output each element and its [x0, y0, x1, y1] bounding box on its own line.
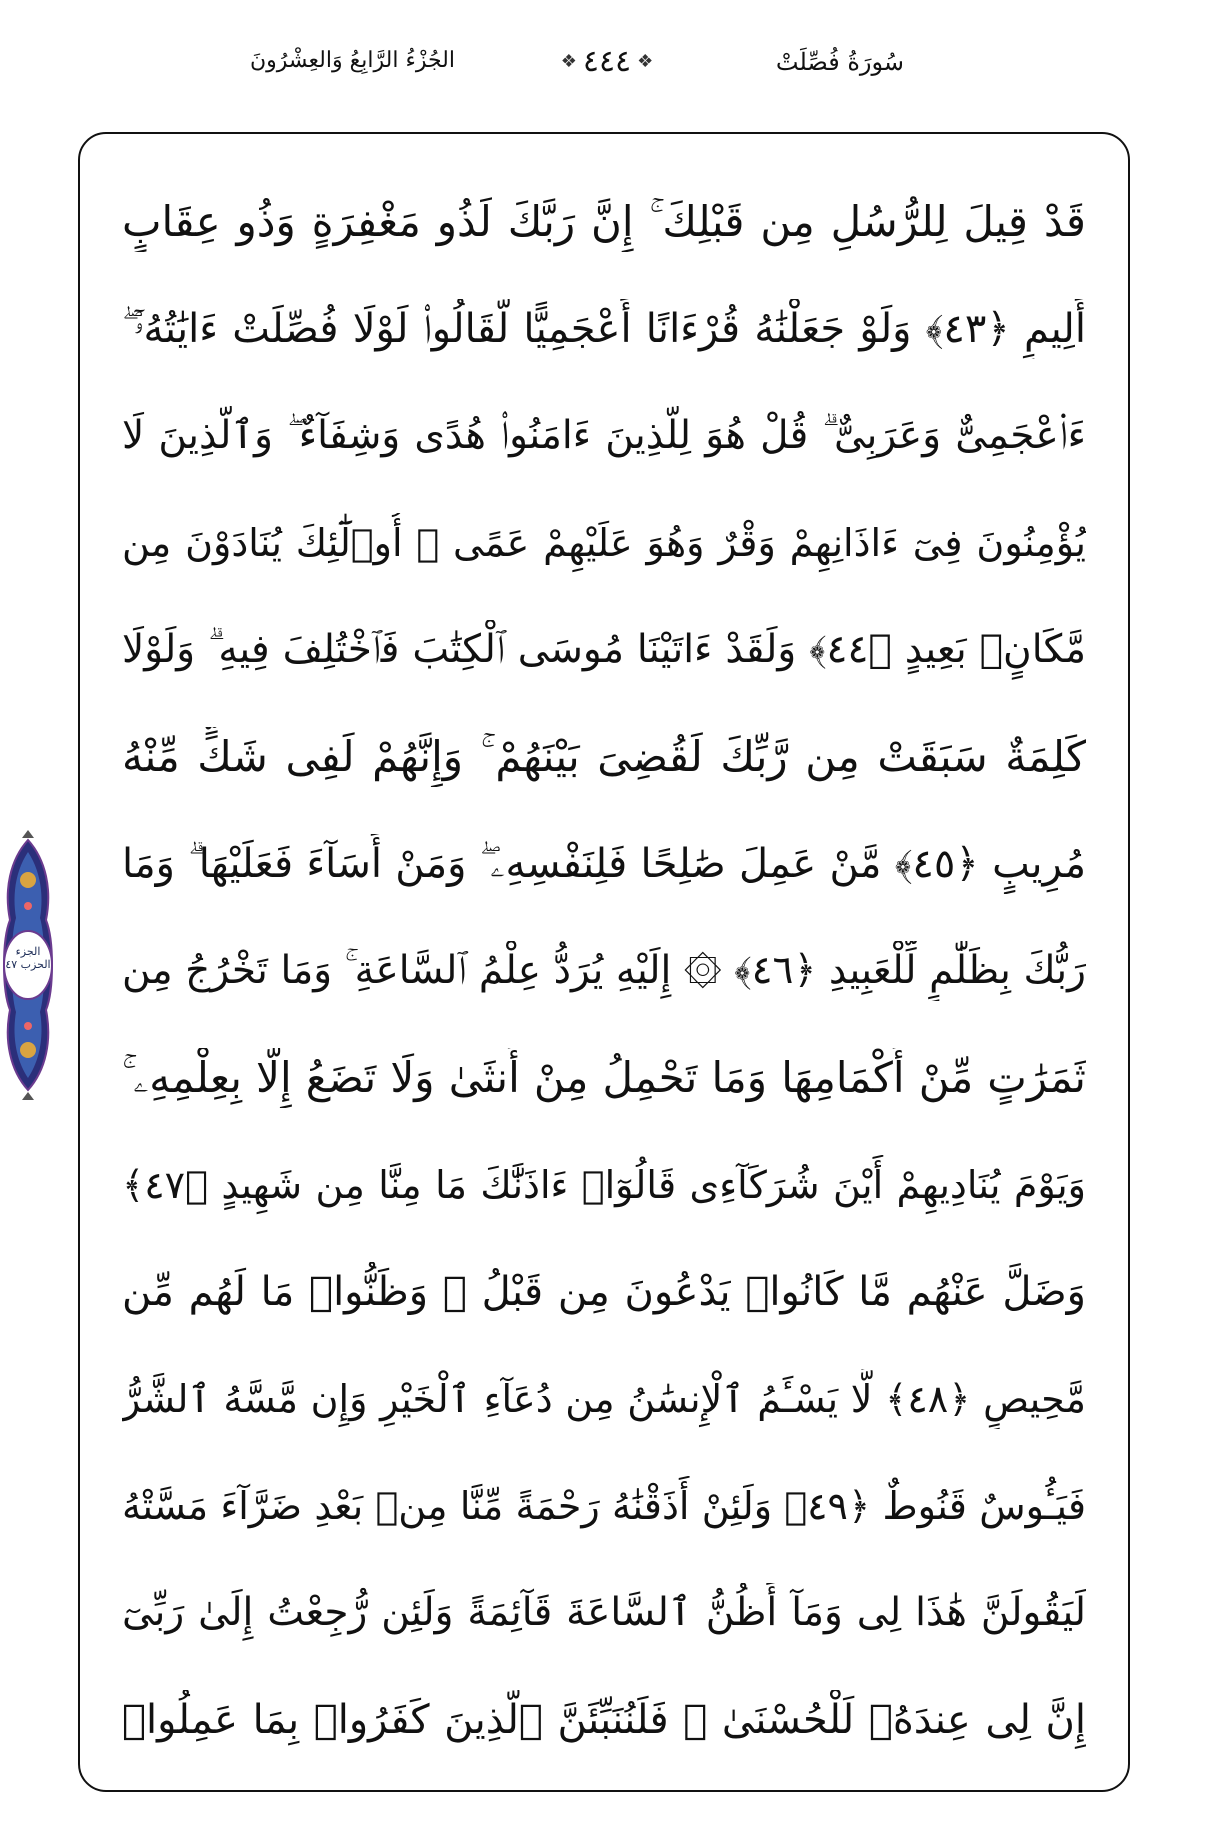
- text-line: لَيَقُولَنَّ هَٰذَا لِى وَمَآ أَظُنُّ ٱلسَّاعَةَ قَآئِمَةً وَلَئِن رُّجِعْتُ إِلَىٰ رَبِّىٓ: [122, 1590, 1086, 1635]
- page-number-value: ٤٤٤: [582, 44, 632, 79]
- ornament-icon: ❖: [637, 51, 654, 72]
- juz-label: الجزء: [15, 945, 41, 958]
- verse-lines: [122, 192, 1086, 1750]
- page-header: [80, 38, 1134, 98]
- hizb-label: الحزب ٤٧: [5, 958, 51, 971]
- page-number: [561, 44, 654, 79]
- surah-name: سُورَةُ فُصِّلَتْ: [775, 48, 904, 76]
- text-line: مَّكَانٍۭ بَعِيدٍ ﴿٤٤﴾ وَلَقَدْ ءَاتَيْنَا مُوسَى ٱلْكِتَٰبَ فَٱخْتُلِفَ فِيهِ ۗ وَلَوْلَا: [122, 627, 1086, 672]
- text-line: وَيَوْمَ يُنَادِيهِمْ أَيْنَ شُرَكَآءِى قَالُوٓا۟ ءَاذَنَّٰكَ مَا مِنَّا مِن شَهِيدٍ ﴿٤٧﴾: [122, 1163, 1086, 1207]
- text-line: وَضَلَّ عَنْهُم مَّا كَانُوا۟ يَدْعُونَ مِن قَبْلُ ۖ وَظَنُّوا۟ مَا لَهُم مِّن: [122, 1269, 1086, 1315]
- text-line: كَلِمَةٌ سَبَقَتْ مِن رَّبِّكَ لَقُضِىَ بَيْنَهُمْ ۚ وَإِنَّهُمْ لَفِى شَكٍّ مِّنْهُ: [122, 732, 1086, 781]
- text-line: مَّحِيصٍ ﴿٤٨﴾ لَّا يَسْـَٔمُ ٱلْإِنسَٰنُ مِن دُعَآءِ ٱلْخَيْرِ وَإِن مَّسَّهُ ٱلشَّرُّ: [122, 1377, 1086, 1421]
- text-line: يُؤْمِنُونَ فِىٓ ءَاذَانِهِمْ وَقْرٌ وَهُوَ عَلَيْهِمْ عَمًى ۚ أُو۟لَٰٓئِكَ يُنَادَوْنَ مِن: [122, 521, 1086, 565]
- text-line: أَلِيمٍ ﴿٤٣﴾ وَلَوْ جَعَلْنَٰهُ قُرْءَانًا أَعْجَمِيًّا لَّقَالُوا۟ لَوْلَا فُصِّلَتْ ءَايَٰتُهُۥٓ ۖ: [122, 306, 1086, 352]
- hizb-marker: [0, 830, 56, 1100]
- hizb-marker-label: [4, 945, 52, 971]
- text-line: مُرِيبٍ ﴿٤٥﴾ مَّنْ عَمِلَ صَٰلِحًا فَلِنَفْسِهِۦ ۖ وَمَنْ أَسَآءَ فَعَلَيْهَا ۗ وَمَا: [122, 841, 1086, 887]
- text-line: ءَا۬عْجَمِىٌّ وَعَرَبِىٌّ ۗ قُلْ هُوَ لِلَّذِينَ ءَامَنُوا۟ هُدًى وَشِفَآءٌ ۖ وَٱلَّذِينَ لَا: [122, 413, 1086, 458]
- text-line: رَبُّكَ بِظَلَّٰمٍ لِّلْعَبِيدِ ﴿٤٦﴾ ۞ إِلَيْهِ يُرَدُّ عِلْمُ ٱلسَّاعَةِ ۚ وَمَا تَخْرُجُ مِن: [122, 948, 1086, 993]
- ornament-icon: ❖: [560, 51, 577, 72]
- juz-title: الجُزْءُ الرَّابِعُ وَالعِشْرُونَ: [250, 48, 455, 73]
- text-line: إِنَّ لِى عِندَهُۥ لَلْحُسْنَىٰ ۚ فَلَنُنَبِّئَنَّ ٱلَّذِينَ كَفَرُوا۟ بِمَا عَمِلُوا۟: [122, 1697, 1086, 1743]
- text-line: فَيَـُٔوسٌ قَنُوطٌ ﴿٤٩﴾ وَلَئِنْ أَذَقْنَٰهُ رَحْمَةً مِّنَّا مِنۢ بَعْدِ ضَرَّآءَ مَسَّتْهُ: [122, 1484, 1086, 1528]
- text-line: ثَمَرَٰتٍ مِّنْ أَكْمَامِهَا وَمَا تَحْمِلُ مِنْ أُنثَىٰ وَلَا تَضَعُ إِلَّا بِعِلْمِهِۦ ۚ: [122, 1053, 1086, 1102]
- text-frame: [78, 132, 1130, 1792]
- text-line: قَدْ قِيلَ لِلرُّسُلِ مِن قَبْلِكَ ۚ إِنَّ رَبَّكَ لَذُو مَغْفِرَةٍ وَذُو عِقَابٍ: [122, 197, 1086, 246]
